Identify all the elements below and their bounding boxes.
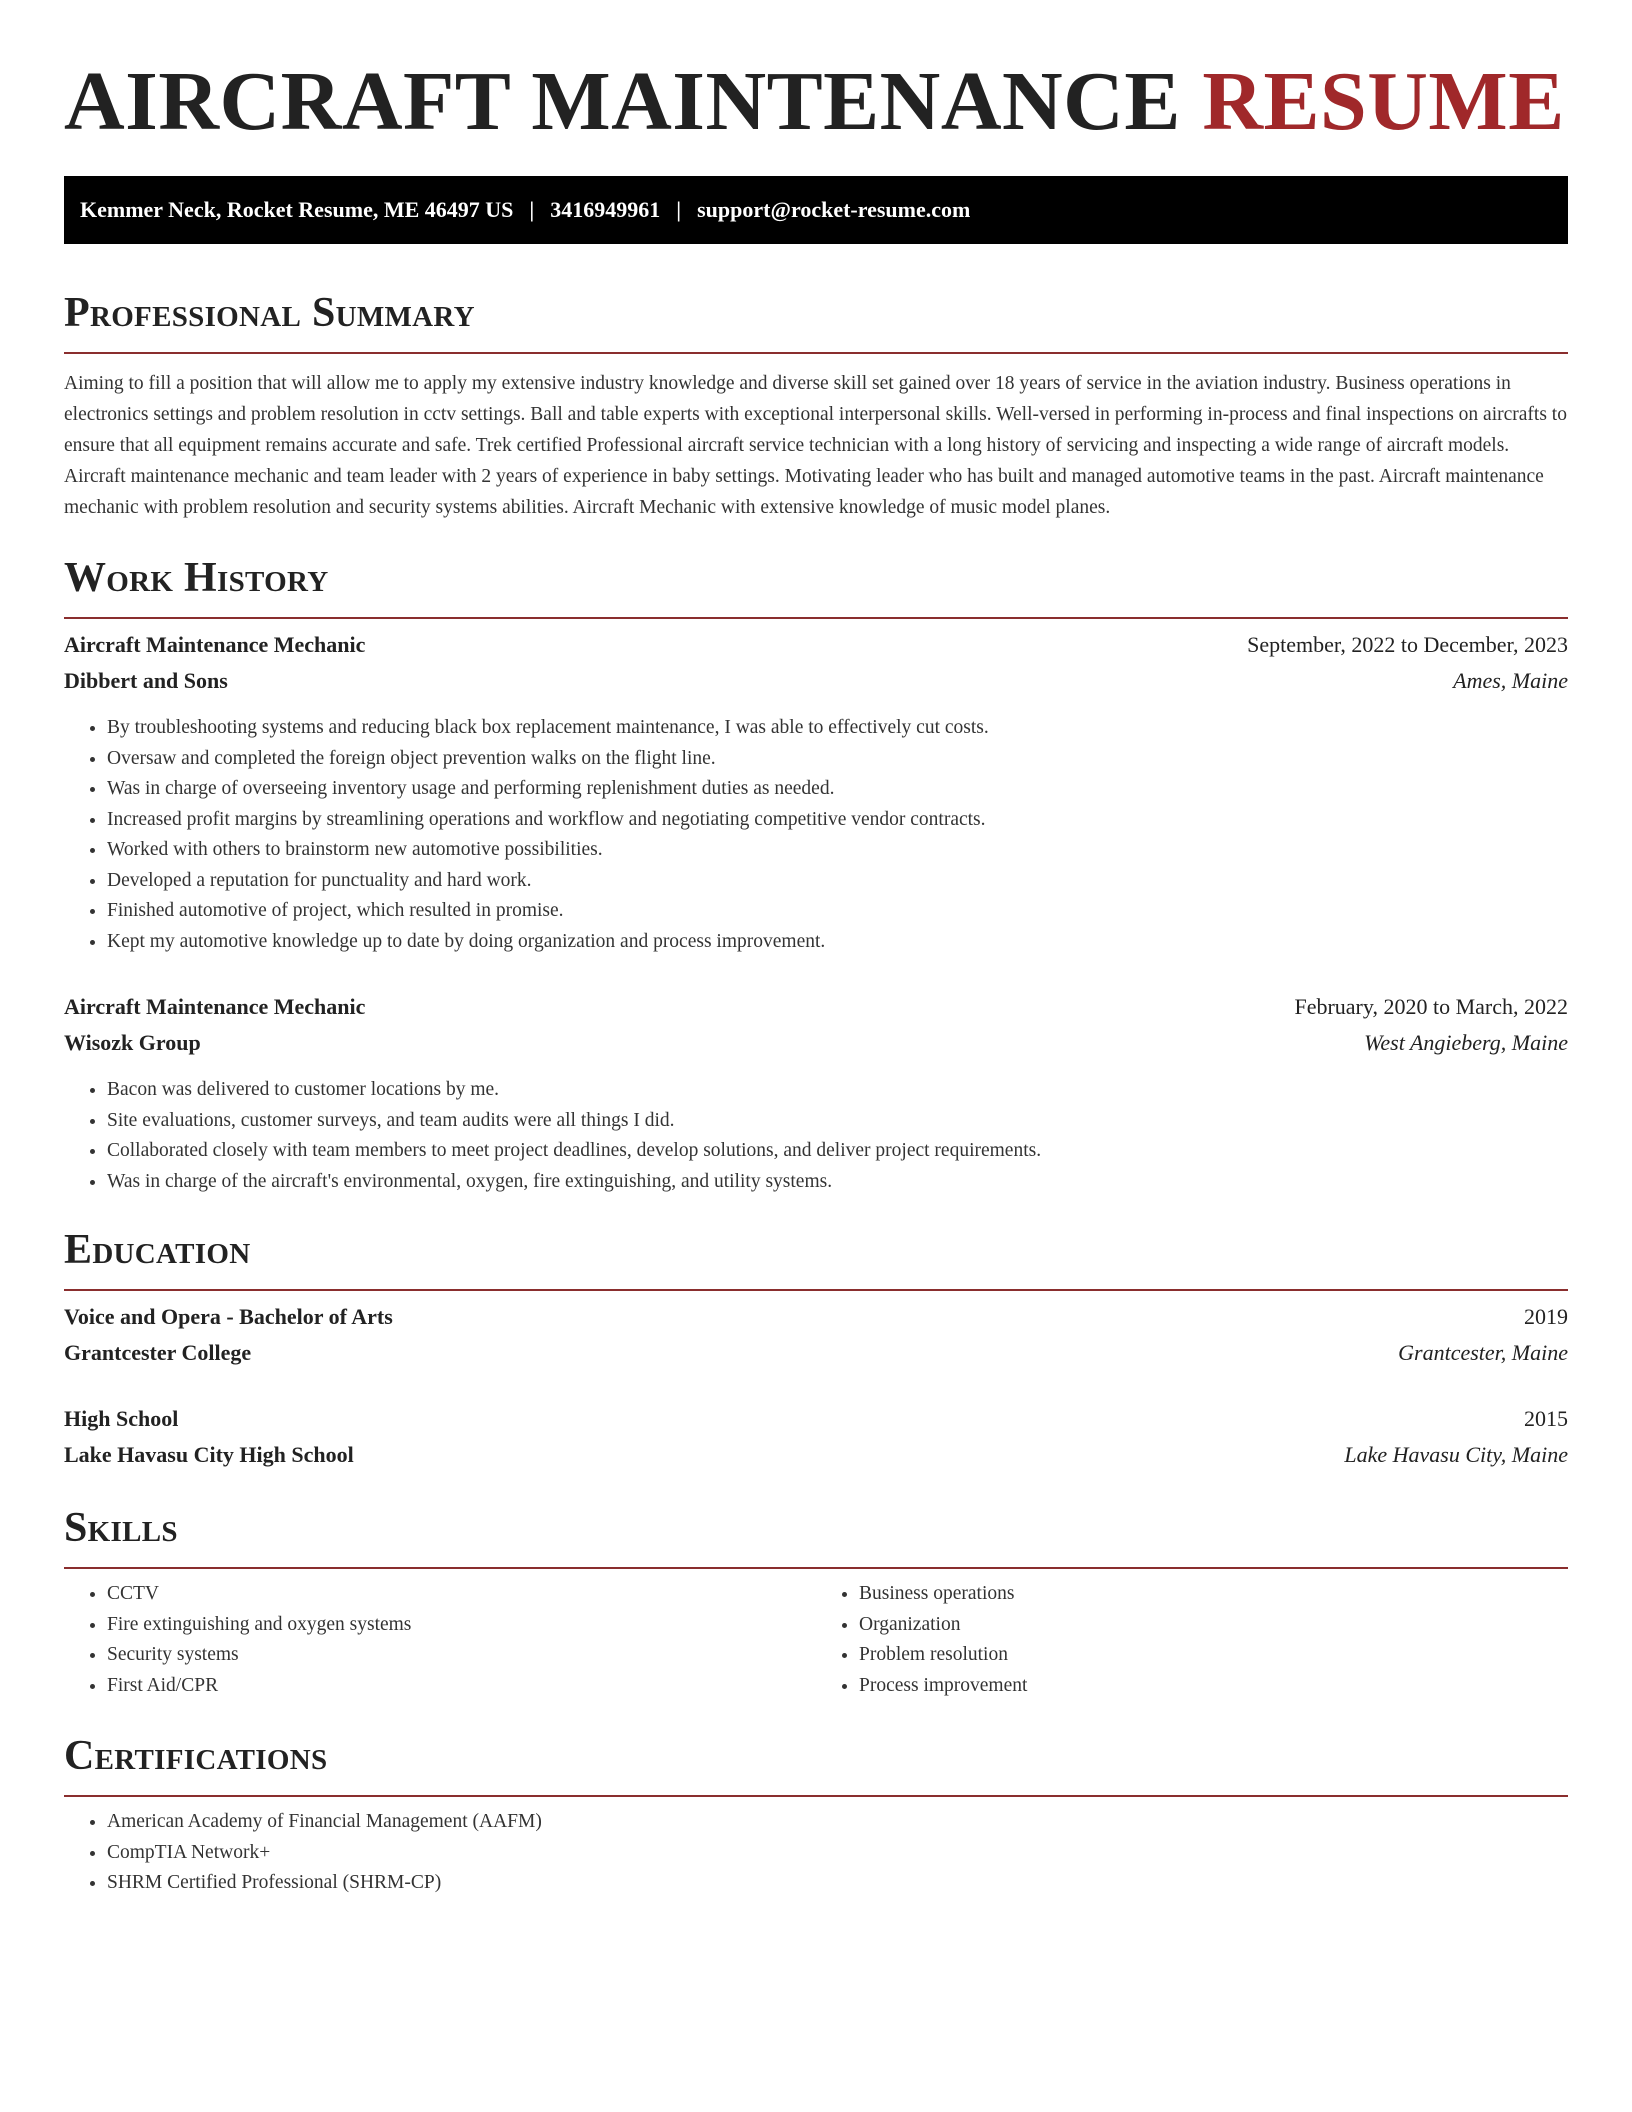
certifications-heading: Certifications [64, 1733, 328, 1779]
education-degree: Voice and Opera - Bachelor of Arts [64, 1304, 393, 1329]
contact-bar [64, 176, 1568, 244]
job-entry [64, 627, 1568, 957]
section-divider [64, 1567, 1568, 1569]
list-item: • Process improvement [859, 1671, 1568, 1702]
title-main: AIRCRAFT MAINTENANCE [64, 55, 1181, 148]
list-item: • CCTV [107, 1579, 816, 1610]
education-school: Grantcester College [64, 1340, 252, 1365]
education-section [64, 1225, 1568, 1473]
skills-section [64, 1503, 1568, 1701]
summary-section [64, 288, 1568, 523]
list-item: • Kept my automotive knowledge up to date by doing organization and process improvement. [107, 927, 1568, 958]
resume-title [64, 52, 1568, 152]
job-title: Aircraft Maintenance Mechanic [64, 632, 366, 657]
job-location: West Angieberg, Maine [1364, 1030, 1568, 1055]
skills-list-left [64, 1579, 816, 1701]
education-year: 2015 [1524, 1406, 1568, 1431]
work-section [64, 553, 1568, 1197]
list-item: • Developed a reputation for punctuality and hard work. [107, 866, 1568, 897]
skills-list-right [816, 1579, 1568, 1701]
list-item: • Fire extinguishing and oxygen systems [107, 1610, 816, 1641]
summary-text: Aiming to fill a position that will allow me to apply my extensive industry knowledge and diverse skill set gained over 18 years of service in the aviation industry. Business operations in electronics settings and problem resolution in cctv settings. Ball and table experts with exceptional interpersonal skills. Well-versed in performing in-process and final inspections on aircrafts to ensure that all equipment remains accurate and safe. Trek certified Professional aircraft service technician with a long history of servicing and inspecting a wide range of aircraft models. Aircraft maintenance mechanic and team leader with 2 years of experience in baby settings. Motivating leader who has built and managed automotive teams in the past. Aircraft maintenance mechanic with problem resolution and security systems abilities. Aircraft Mechanic with extensive knowledge of music model planes. [64, 373, 1567, 518]
job-title: Aircraft Maintenance Mechanic [64, 994, 366, 1019]
education-degree-row [64, 1299, 1568, 1335]
list-item: • Business operations [859, 1579, 1568, 1610]
education-location: Grantcester, Maine [1398, 1340, 1568, 1365]
education-school: Lake Havasu City High School [64, 1442, 354, 1467]
list-item: • Worked with others to brainstorm new automotive possibilities. [107, 835, 1568, 866]
summary-heading: Professional Summary [64, 290, 475, 336]
list-item: • Security systems [107, 1640, 816, 1671]
certifications-section [64, 1731, 1568, 1899]
job-bullets [64, 713, 1568, 957]
job-title-row [64, 627, 1568, 663]
job-entry [64, 989, 1568, 1197]
list-item: • American Academy of Financial Management (AAFM) [107, 1807, 1568, 1838]
section-divider [64, 1795, 1568, 1797]
job-dates: February, 2020 to March, 2022 [1294, 994, 1568, 1019]
job-title-row [64, 989, 1568, 1025]
contact-phone: 3416949961 [550, 197, 661, 222]
contact-separator: | [676, 197, 682, 222]
list-item: • CompTIA Network+ [107, 1838, 1568, 1869]
job-company-row [64, 1025, 1568, 1061]
education-entry [64, 1299, 1568, 1371]
education-school-row [64, 1335, 1568, 1371]
education-school-row [64, 1437, 1568, 1473]
job-bullets [64, 1075, 1568, 1197]
education-degree: High School [64, 1406, 179, 1431]
skills-grid [64, 1579, 1568, 1701]
list-item: • Site evaluations, customer surveys, and team audits were all things I did. [107, 1106, 1568, 1137]
job-location: Ames, Maine [1453, 668, 1568, 693]
list-item: • Problem resolution [859, 1640, 1568, 1671]
list-item: • Was in charge of the aircraft's environmental, oxygen, fire extinguishing, and utility systems. [107, 1167, 1568, 1198]
skills-heading: Skills [64, 1505, 178, 1551]
section-divider [64, 352, 1568, 354]
job-company: Wisozk Group [64, 1030, 201, 1055]
list-item: • Was in charge of overseeing inventory usage and performing replenishment duties as needed. [107, 774, 1568, 805]
education-entry [64, 1401, 1568, 1473]
job-company-row [64, 663, 1568, 699]
work-heading: Work History [64, 555, 329, 601]
education-heading: Education [64, 1227, 251, 1273]
list-item: • Organization [859, 1610, 1568, 1641]
list-item: • Increased profit margins by streamlining operations and workflow and negotiating competitive vendor contracts. [107, 805, 1568, 836]
job-company: Dibbert and Sons [64, 668, 228, 693]
contact-email: support@rocket-resume.com [697, 197, 971, 222]
list-item: • First Aid/CPR [107, 1671, 816, 1702]
list-item: • SHRM Certified Professional (SHRM-CP) [107, 1868, 1568, 1899]
section-divider [64, 1289, 1568, 1291]
contact-separator: | [529, 197, 535, 222]
list-item: • Oversaw and completed the foreign object prevention walks on the flight line. [107, 744, 1568, 775]
title-accent: RESUME [1202, 55, 1565, 148]
section-divider [64, 617, 1568, 619]
job-dates: September, 2022 to December, 2023 [1247, 632, 1568, 657]
contact-address: Kemmer Neck, Rocket Resume, ME 46497 US [80, 197, 514, 222]
education-degree-row [64, 1401, 1568, 1437]
list-item: • By troubleshooting systems and reducing black box replacement maintenance, I was able to effectively cut costs. [107, 713, 1568, 744]
list-item: • Finished automotive of project, which resulted in promise. [107, 896, 1568, 927]
list-item: • Collaborated closely with team members to meet project deadlines, develop solutions, and deliver project requirements. [107, 1136, 1568, 1167]
list-item: • Bacon was delivered to customer locations by me. [107, 1075, 1568, 1106]
certifications-list [64, 1807, 1568, 1899]
education-location: Lake Havasu City, Maine [1344, 1442, 1568, 1467]
education-year: 2019 [1524, 1304, 1568, 1329]
